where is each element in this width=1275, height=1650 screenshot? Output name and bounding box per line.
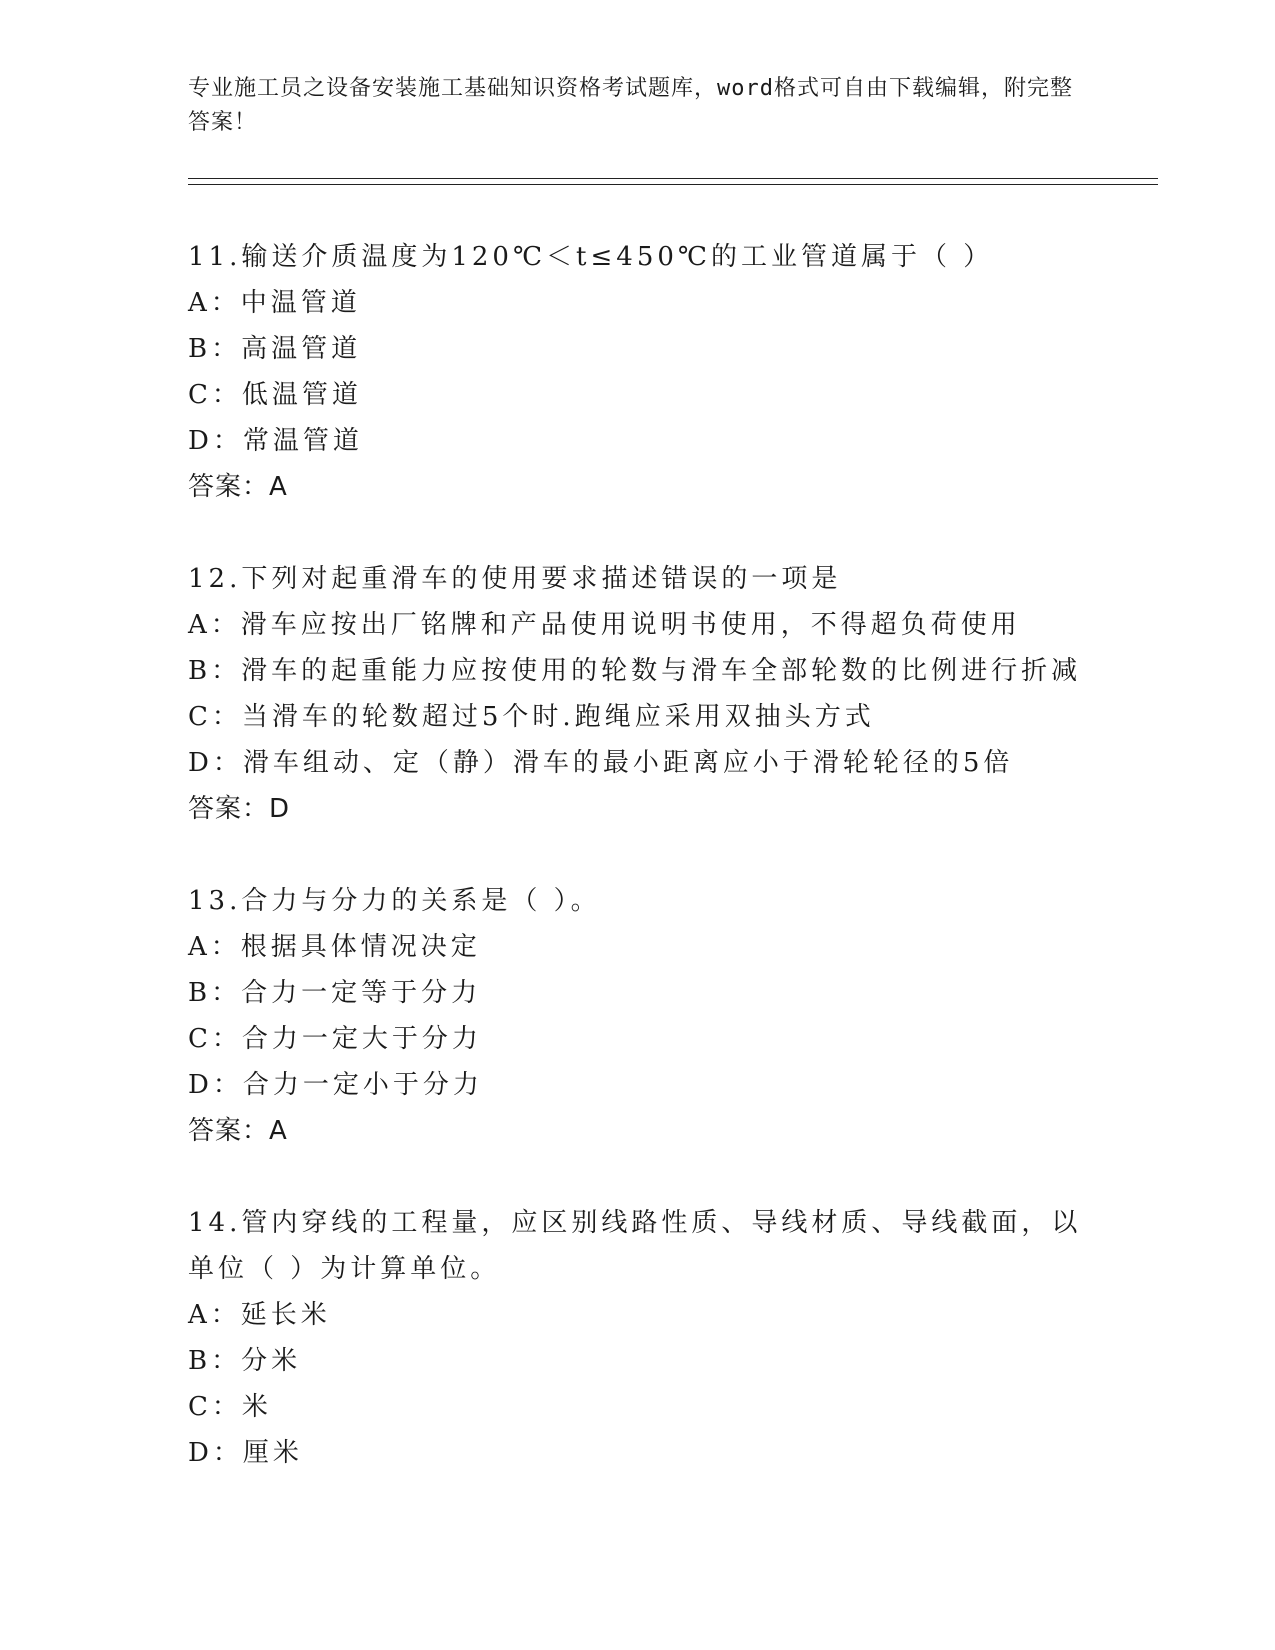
option-c: C：合力一定大于分力 — [188, 1024, 482, 1054]
option-a: A：中温管道 — [188, 288, 361, 318]
question-14 — [188, 1200, 1088, 1476]
question-stem: 12.下列对起重滑车的使用要求描述错误的一项是 — [188, 564, 842, 594]
option-d: D：滑车组动、定（静）滑车的最小距离应小于滑轮轮径的5倍 — [188, 748, 1014, 778]
option-c: C：当滑车的轮数超过5个时.跑绳应采用双抽头方式 — [188, 702, 875, 732]
question-stem: 13.合力与分力的关系是（ ）。 — [188, 886, 601, 916]
question-11 — [188, 234, 1088, 510]
option-a: A：延长米 — [188, 1300, 331, 1330]
document-header: 专业施工员之设备安装施工基础知识资格考试题库，word格式可自由下载编辑，附完整答案！ — [188, 76, 1073, 135]
answer-line: 答案：A — [188, 472, 288, 502]
option-d: D：常温管道 — [188, 426, 363, 456]
option-b: B：滑车的起重能力应按使用的轮数与滑车全部轮数的比例进行折减 — [188, 656, 1082, 686]
option-b: B：分米 — [188, 1346, 302, 1376]
option-b: B：高温管道 — [188, 334, 362, 364]
question-stem: 14.管内穿线的工程量，应区别线路性质、导线材质、导线截面，以单位（ ）为计算单位。 — [188, 1208, 1082, 1284]
option-a: A：根据具体情况决定 — [188, 932, 481, 962]
question-list — [188, 234, 1088, 1522]
answer-line: 答案：D — [188, 794, 291, 824]
answer-line: 答案：A — [188, 1116, 288, 1146]
header-divider — [188, 178, 1158, 185]
question-stem: 11.输送介质温度为120℃＜t≤450℃的工业管道属于（ ） — [188, 242, 994, 272]
option-d: D：合力一定小于分力 — [188, 1070, 483, 1100]
option-b: B：合力一定等于分力 — [188, 978, 482, 1008]
option-c: C：米 — [188, 1392, 272, 1422]
option-d: D：厘米 — [188, 1438, 303, 1468]
option-c: C：低温管道 — [188, 380, 362, 410]
question-13 — [188, 878, 1088, 1154]
option-a: A：滑车应按出厂铭牌和产品使用说明书使用，不得超负荷使用 — [188, 610, 1021, 640]
question-12 — [188, 556, 1088, 832]
